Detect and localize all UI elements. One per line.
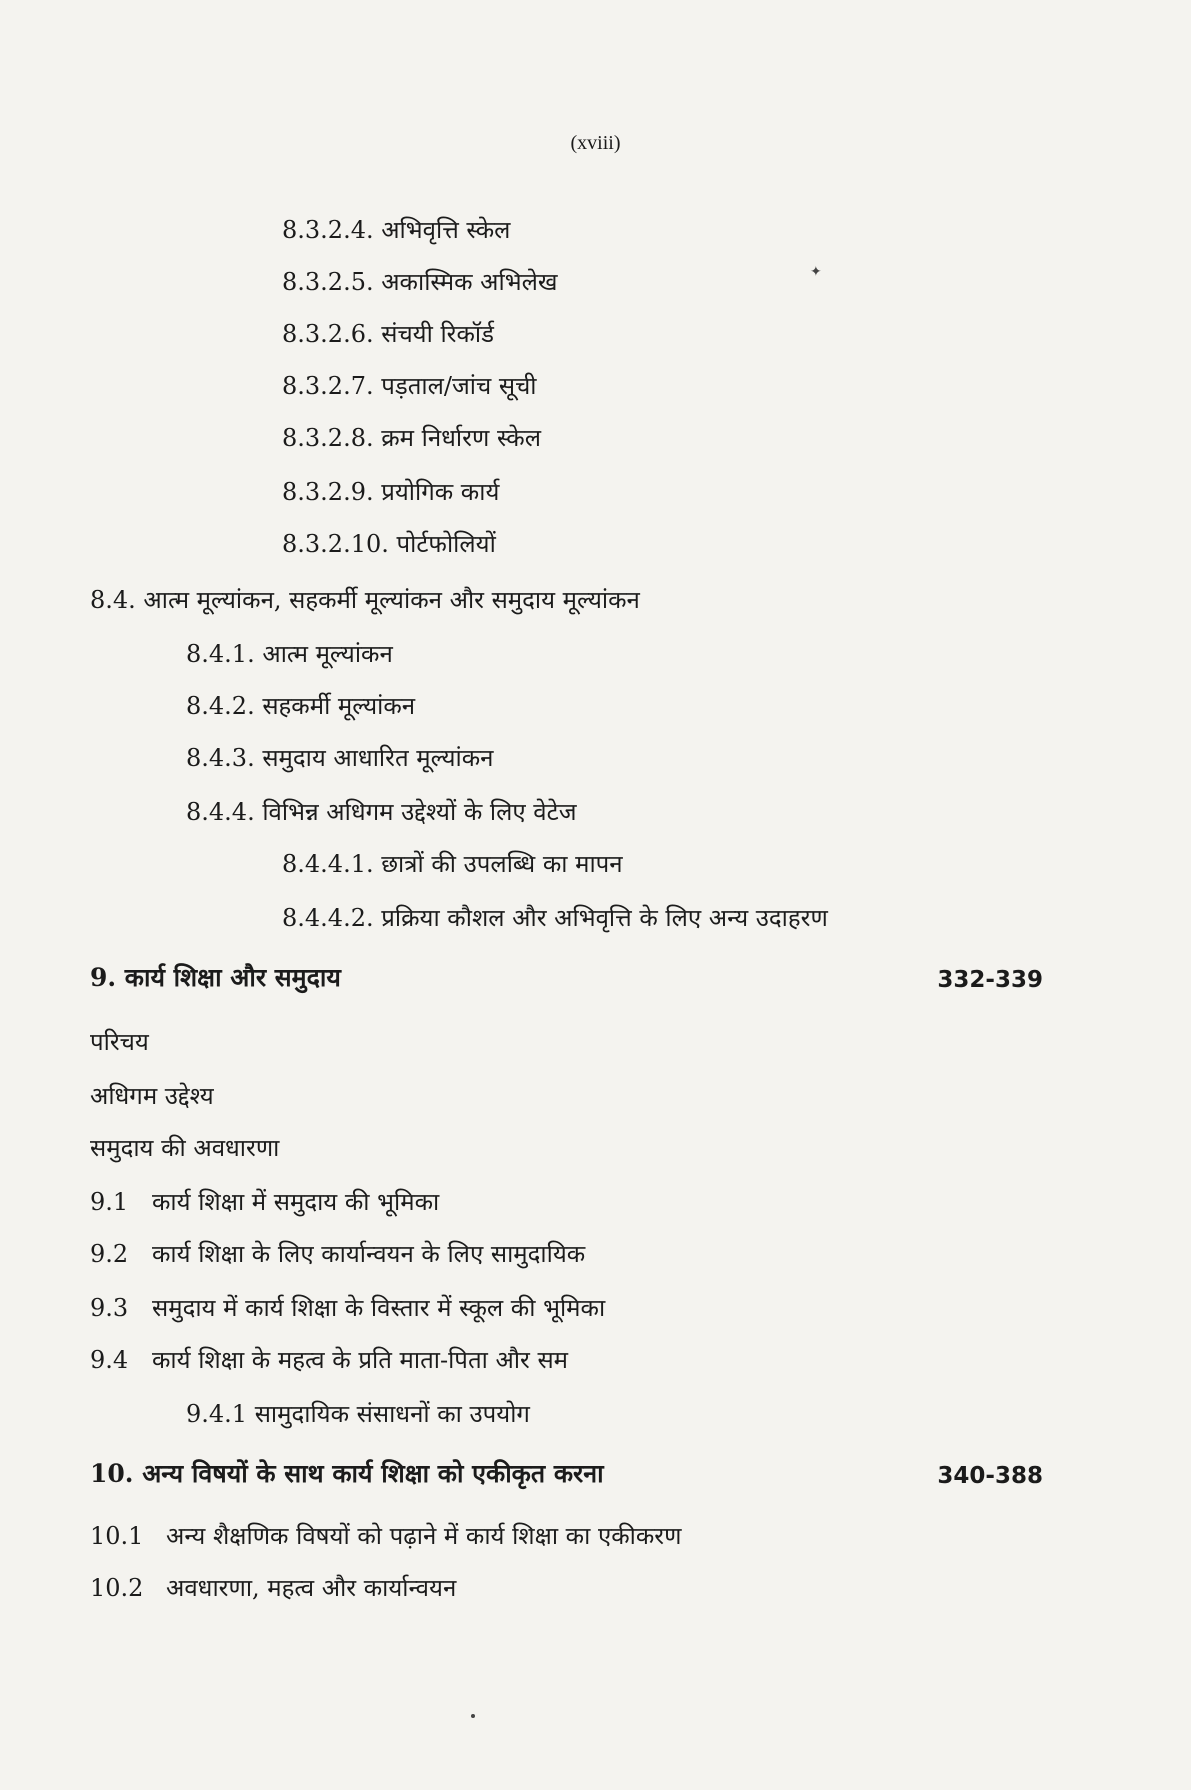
toc-item-8-3-2-4: 8.3.2.4. अभिवृत्ति स्केल	[282, 216, 511, 244]
toc-text: समुदाय में कार्य शिक्षा के विस्तार में स्कूल की भूमिका	[152, 1294, 606, 1322]
toc-number: 9.1	[90, 1188, 129, 1216]
toc-item-8-3-2-5: 8.3.2.5. अकास्मिक अभिलेख	[282, 268, 558, 296]
toc-text: अवधारणा, महत्व और कार्यान्वयन	[166, 1574, 457, 1602]
toc-item-8-3-2-10: 8.3.2.10. पोर्टफोलियों	[282, 530, 496, 558]
chapter-9-concept: समुदाय की अवधारणा	[90, 1134, 280, 1162]
toc-number: 10.2	[90, 1574, 144, 1602]
toc-item-8-4-3: 8.4.3. समुदाय आधारित मूल्यांकन	[186, 744, 494, 772]
toc-item-9-4-1: 9.4.1 सामुदायिक संसाधनों का उपयोग	[186, 1400, 530, 1428]
toc-number: 9.3	[90, 1294, 129, 1322]
toc-item-9-3	[90, 1292, 605, 1324]
toc-item-8-4-4-2: 8.4.4.2. प्रक्रिया कौशल और अभिवृत्ति के लिए अन्य उदाहरण	[282, 904, 828, 932]
chapter-10-pages: 340-388	[937, 1463, 1043, 1489]
toc-number: 9.4	[90, 1346, 129, 1374]
toc-item-9-4	[90, 1344, 568, 1376]
toc-item-9-1	[90, 1186, 439, 1218]
chapter-9-pages: 332-339	[937, 967, 1043, 993]
toc-number: 10.1	[90, 1522, 144, 1550]
toc-text: अन्य शैक्षणिक विषयों को पढ़ाने में कार्य शिक्षा का एकीकरण	[166, 1522, 682, 1550]
stray-dot	[471, 1714, 475, 1718]
toc-number: 9.2	[90, 1240, 129, 1268]
toc-item-9-2	[90, 1238, 585, 1270]
chapter-9-intro: परिचय	[90, 1028, 149, 1056]
toc-item-10-2	[90, 1572, 456, 1604]
chapter-9-title: 9. कार्य शिक्षा और समुदाय	[90, 963, 341, 992]
stray-mark: ✦	[810, 264, 822, 280]
toc-text: कार्य शिक्षा के लिए कार्यान्वयन के लिए सामुदायिक	[152, 1240, 586, 1268]
chapter-9-objectives: अधिगम उद्देश्य	[90, 1082, 214, 1110]
chapter-10-title: 10. अन्य विषयों के साथ कार्य शिक्षा को एकीकृत करना	[90, 1459, 604, 1488]
toc-item-8-4-4: 8.4.4. विभिन्न अधिगम उद्देश्यों के लिए वेटेज	[186, 798, 577, 826]
toc-text: कार्य शिक्षा में समुदाय की भूमिका	[152, 1188, 440, 1216]
toc-item-8-3-2-8: 8.3.2.8. क्रम निर्धारण स्केल	[282, 424, 541, 452]
toc-item-8-4-4-1: 8.4.4.1. छात्रों की उपलब्धि का मापन	[282, 850, 623, 878]
toc-item-8-3-2-9: 8.3.2.9. प्रयोगिक कार्य	[282, 478, 500, 506]
toc-item-8-4-2: 8.4.2. सहकर्मी मूल्यांकन	[186, 692, 416, 720]
toc-item-8-3-2-6: 8.3.2.6. संचयी रिकॉर्ड	[282, 320, 494, 348]
toc-section-8-4: 8.4. आत्म मूल्यांकन, सहकर्मी मूल्यांकन और समुदाय मूल्यांकन	[90, 586, 640, 614]
toc-item-8-3-2-7: 8.3.2.7. पड़ताल/जांच सूची	[282, 372, 537, 400]
toc-item-10-1	[90, 1520, 681, 1552]
toc-text: कार्य शिक्षा के महत्व के प्रति माता-पिता और सम	[152, 1346, 569, 1374]
toc-item-8-4-1: 8.4.1. आत्म मूल्यांकन	[186, 640, 393, 668]
page-number: (xviii)	[570, 132, 621, 154]
